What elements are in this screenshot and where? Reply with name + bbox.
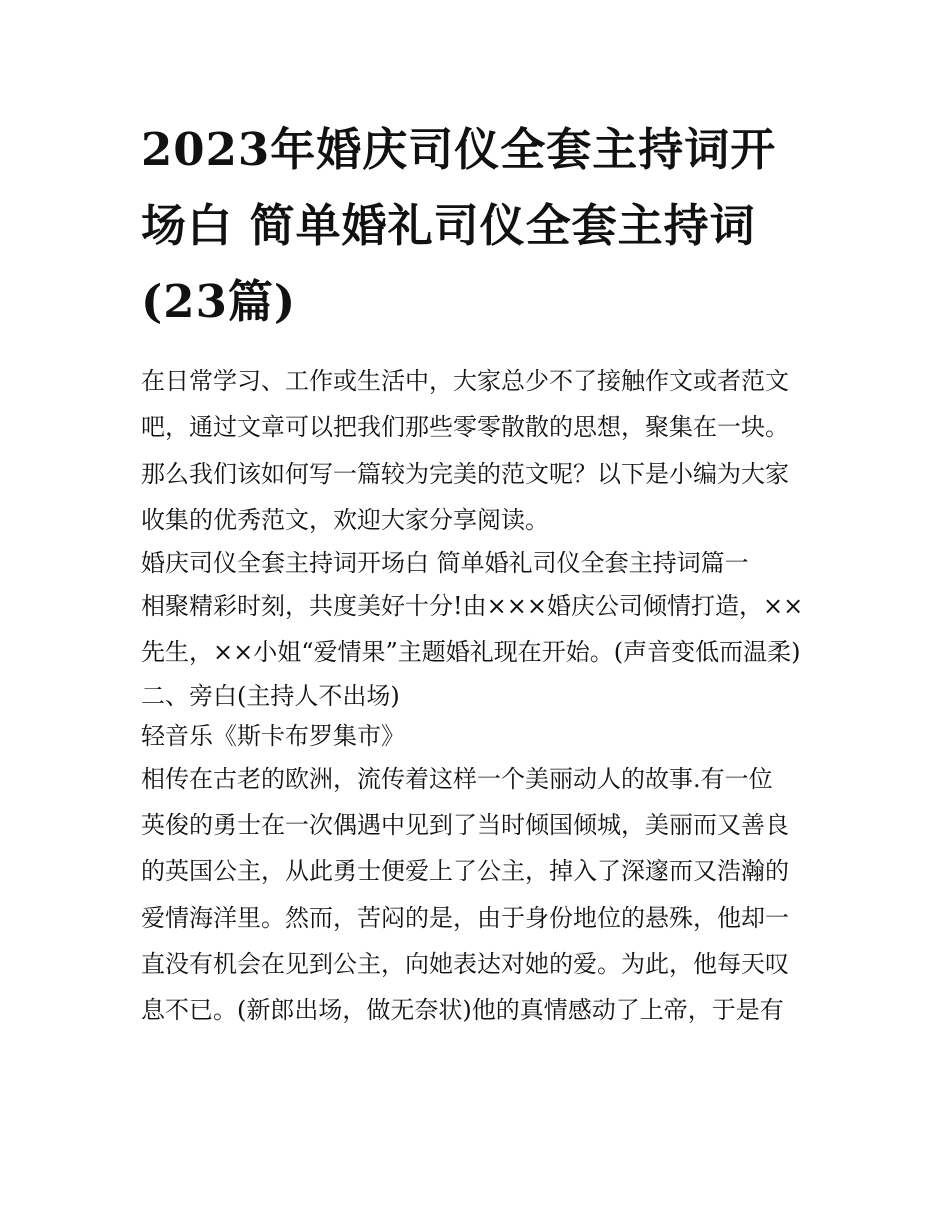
title-line: 2023年婚庆司仪全套主持词开 bbox=[141, 123, 777, 176]
body-line: 二、旁白(主持人不出场) bbox=[141, 681, 400, 710]
body-line: 的英国公主，从此勇士便爱上了公主，掉入了深邃而又浩瀚的 bbox=[141, 857, 789, 886]
title-line: (23篇) bbox=[141, 275, 297, 328]
body-line: 息不已。(新郎出场，做无奈状)他的真情感动了上帝，于是有 bbox=[141, 996, 784, 1025]
title-line: 场白 简单婚礼司仪全套主持词 bbox=[141, 199, 756, 252]
body-line: 先生，××小姐“爱情果”主题婚礼现在开始。(声音变低而温柔) bbox=[141, 638, 801, 667]
body-line: 相传在古老的欧洲，流传着这样一个美丽动人的故事.有一位 bbox=[141, 764, 773, 793]
body-line: 直没有机会在见到公主，向她表达对她的爱。为此，他每天叹 bbox=[141, 949, 789, 978]
body-line: 轻音乐《斯卡布罗集市》 bbox=[141, 721, 405, 750]
document-body bbox=[141, 358, 813, 1034]
document-page bbox=[141, 112, 813, 1034]
section-heading: 婚庆司仪全套主持词开场白 简单婚礼司仪全套主持词篇一 bbox=[141, 549, 749, 578]
body-line: 收集的优秀范文，欢迎大家分享阅读。 bbox=[141, 505, 549, 534]
body-line: 在日常学习、工作或生活中，大家总少不了接触作文或者范文 bbox=[141, 367, 789, 395]
body-line: 英俊的勇士在一次偶遇中见到了当时倾国倾城，美丽而又善良 bbox=[141, 811, 789, 840]
body-line: 那么我们该如何写一篇较为完美的范文呢？以下是小编为大家 bbox=[141, 459, 789, 488]
body-line: 相聚精彩时刻，共度美好十分!由×××婚庆公司倾情打造，×× bbox=[141, 592, 804, 621]
document-title bbox=[141, 112, 813, 340]
body-line: 爱情海洋里。然而，苦闷的是，由于身份地位的悬殊，他却一 bbox=[141, 903, 789, 932]
body-line: 吧，通过文章可以把我们那些零零散散的思想，聚集在一块。 bbox=[141, 413, 789, 442]
